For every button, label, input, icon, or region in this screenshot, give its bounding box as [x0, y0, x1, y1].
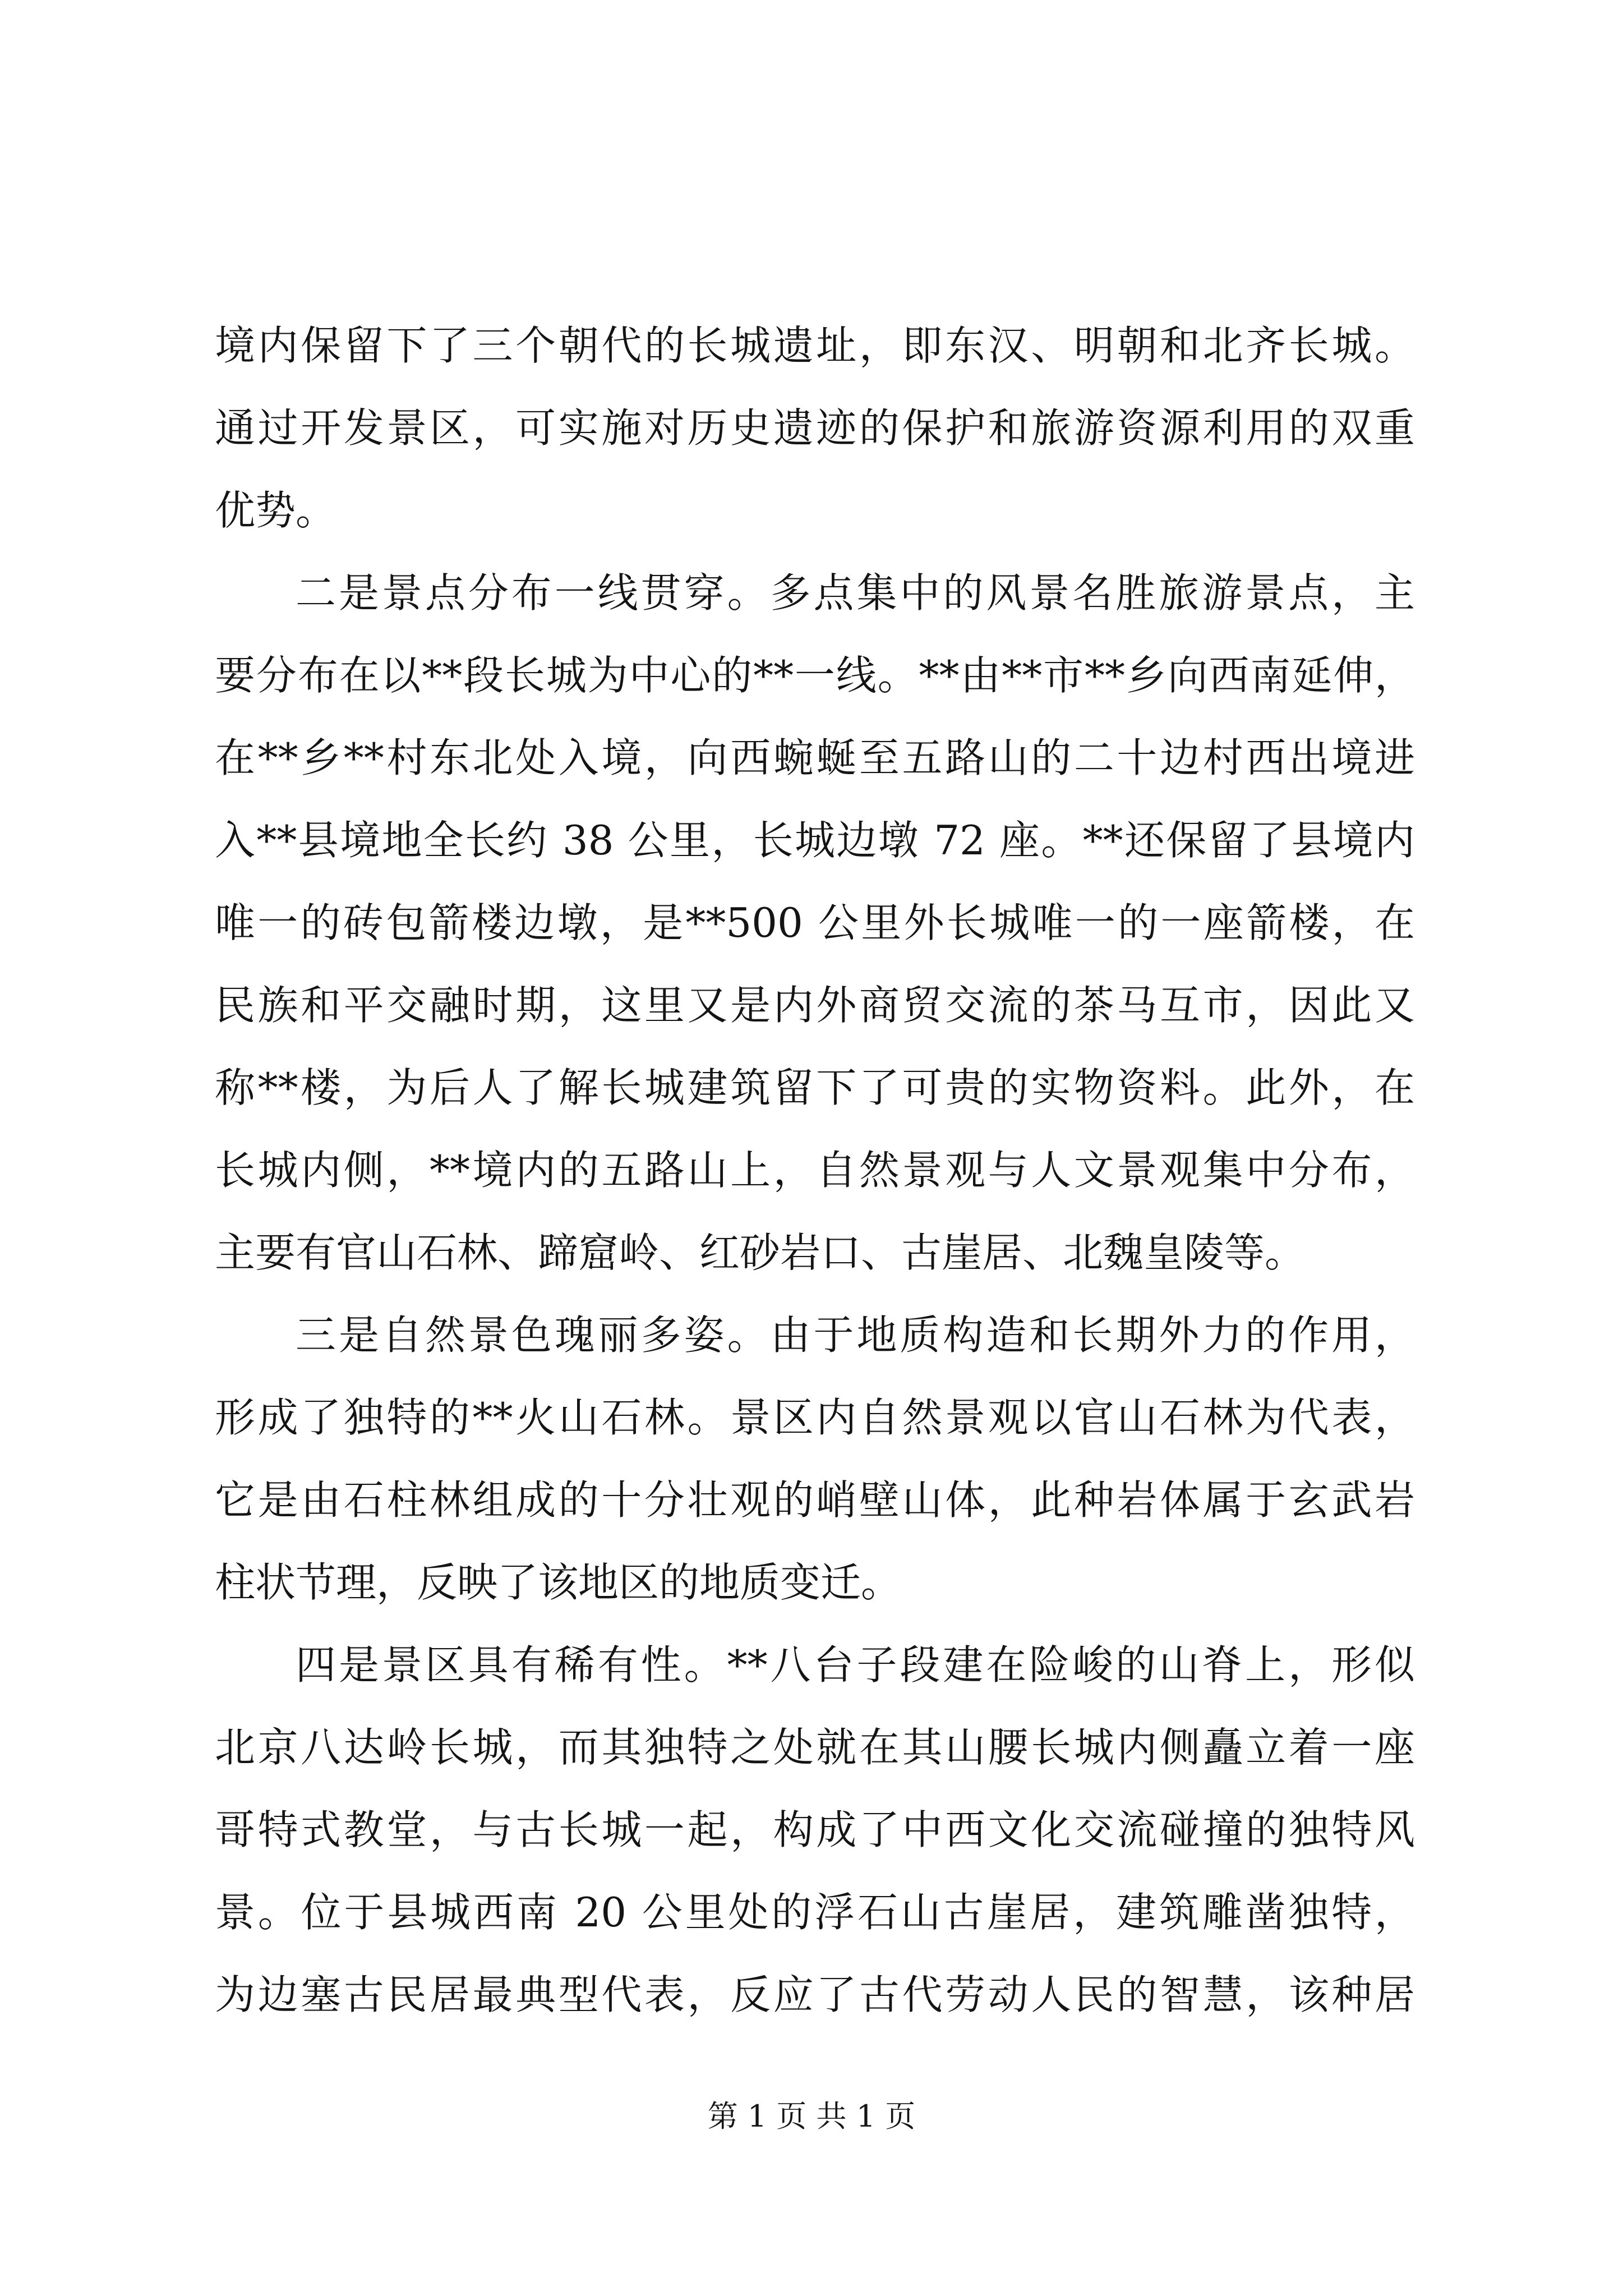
page-number-label: 第 1 页 共 1 页: [707, 2099, 916, 2134]
text-line: 唯一的砖包箭楼边墩，是**500 公里外长城唯一的一座箭楼，在: [215, 899, 1415, 946]
text-line: 景。位于县城西南 20 公里处的浮石山古崖居，建筑雕凿独特，: [215, 1889, 1415, 1936]
text-line: 要分布在以**段长城为中心的**一线。**由**市**乡向西南延伸，: [215, 652, 1415, 699]
document-body: [215, 305, 1415, 2036]
text-line: 称**楼，为后人了解长城建筑留下了可贵的实物资料。此外，在: [215, 1064, 1415, 1111]
text-line: 北京八达岭长城，而其独特之处就在其山腰长城内侧矗立着一座: [215, 1724, 1415, 1771]
text-line: 境内保留下了三个朝代的长城遗址，即东汉、明朝和北齐长城。: [215, 322, 1415, 369]
page-footer: [0, 2097, 1623, 2136]
text-line: 它是由石柱林组成的十分壮观的峭壁山体，此种岩体属于玄武岩: [215, 1476, 1415, 1524]
text-line: 哥特式教堂，与古长城一起，构成了中西文化交流碰撞的独特风: [215, 1806, 1415, 1853]
paragraph-first-line: 三是自然景色瑰丽多姿。由于地质构造和长期外力的作用，: [296, 1312, 1415, 1359]
text-line: 优势。: [215, 487, 336, 534]
text-line: 主要有官山石林、蹄窟岭、红砂岩口、古崖居、北魏皇陵等。: [215, 1229, 1306, 1276]
text-line: 为边塞古民居最典型代表，反应了古代劳动人民的智慧，该种居: [215, 1971, 1415, 2018]
text-line: 通过开发景区，可实施对历史遗迹的保护和旅游资源利用的双重: [215, 404, 1415, 452]
text-line: 民族和平交融时期，这里又是内外商贸交流的茶马互市，因此又: [215, 982, 1415, 1029]
text-line: 在**乡**村东北处入境，向西蜿蜒至五路山的二十边村西出境进: [215, 734, 1415, 781]
text-line: 入**县境地全长约 38 公里，长城边墩 72 座。**还保留了县境内: [215, 817, 1415, 864]
paragraph-first-line: 四是景区具有稀有性。**八台子段建在险峻的山脊上，形似: [296, 1641, 1415, 1688]
paragraph-first-line: 二是景点分布一线贯穿。多点集中的风景名胜旅游景点，主: [296, 569, 1415, 616]
text-line: 形成了独特的**火山石林。景区内自然景观以官山石林为代表，: [215, 1394, 1415, 1441]
text-line: 长城内侧，**境内的五路山上，自然景观与人文景观集中分布，: [215, 1147, 1415, 1194]
text-line: 柱状节理，反映了该地区的地质变迁。: [215, 1559, 902, 1606]
